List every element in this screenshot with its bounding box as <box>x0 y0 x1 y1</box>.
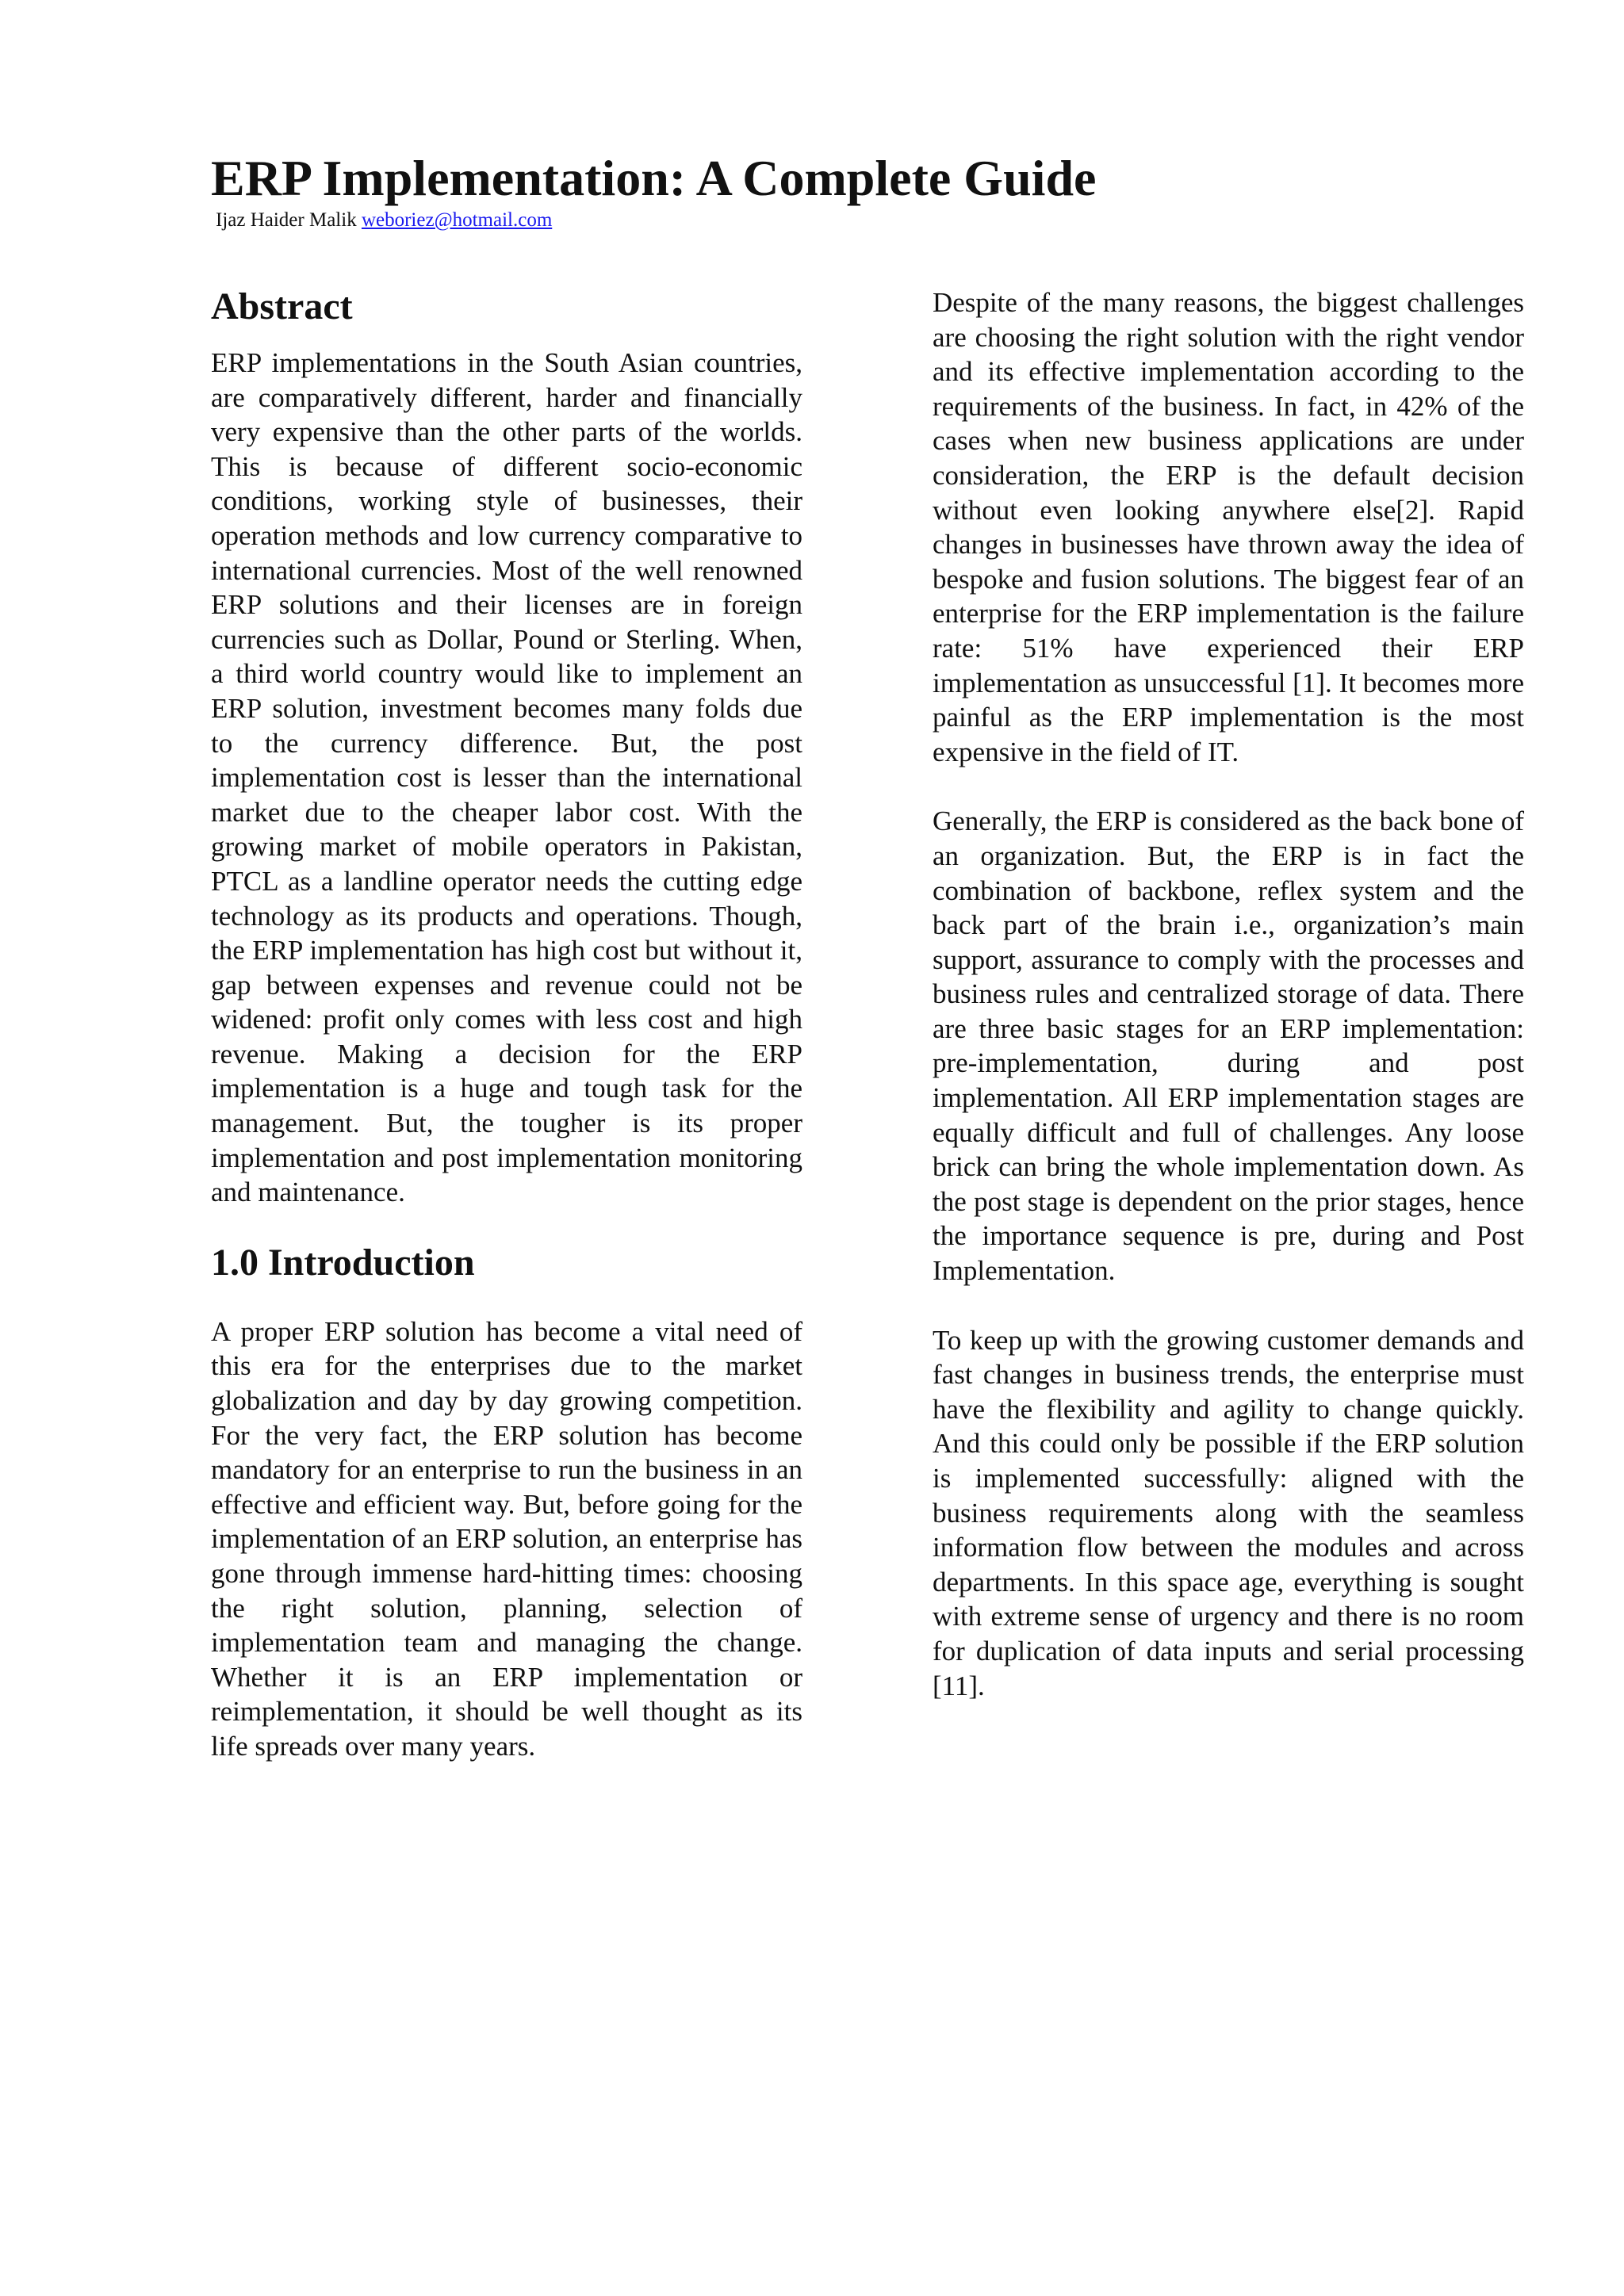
introduction-heading: 1.0 Introduction <box>211 1241 475 1284</box>
introduction-paragraph-2: Despite of the many reasons, the biggest challenges are choosing the right solution with the right vendor and its effective implementation according to the requirements of the business. In fact, in 42% of the cases when new business applications are under consideration, the ERP is the default decision without even looking anywhere else[2]. Rapid changes in businesses have thrown away the idea of bespoke and fusion solutions. The biggest fear of an enterprise for the ERP implementation is the failure rate: 51% have experienced their ERP implementation as unsuccessful [1]. It becomes more painful as the ERP implementation is the most expensive in the field of IT. <box>933 287 1524 767</box>
right-column <box>933 285 1524 1703</box>
introduction-paragraph-4: To keep up with the growing customer demands and fast changes in business trends, the enterprise must have the flexibility and agility to change quickly. And this could only be possible if the ERP solution is implemented successfully: aligned with the business requirements along with the seamless information flow between the modules and across departments. In this space age, everything is sought with extreme sense of urgency and there is no room for duplication of data inputs and serial processing [11]. <box>933 1324 1524 1701</box>
byline <box>216 208 552 233</box>
abstract-text: ERP implementations in the South Asian countries, are comparatively different, harder and financially very expensive than the other parts of the worlds. This is because of different socio-economic conditions, working style of businesses, their operation methods and low currency comparative to international currencies. Most of the well renowned ERP solutions and their licenses are in foreign currencies such as Dollar, Pound or Sterling. When, a third world country would like to implement an ERP solution, investment becomes many folds due to the currency difference. But, the post implementation cost is lesser than the international market due to the cheaper labor cost. With the growing market of mobile operators in Pakistan, PTCL as a landline operator needs the cutting edge technology as its products and operations. Though, the ERP implementation has high cost but without it, gap between expenses and revenue could not be widened: profit only comes with less cost and high revenue. Making a decision for the ERP implementation is a huge and tough task for the management. But, the tougher is its proper implementation and post implementation monitoring and maintenance. <box>211 347 802 1208</box>
abstract-heading: Abstract <box>211 285 353 327</box>
introduction-paragraph-3: Generally, the ERP is considered as the back bone of an organization. But, the ERP is in fact the combination of backbone, reflex system and the back part of the brain i.e., organization’s main support, assurance to comply with the processes and business rules and centralized storage of data. There are three basic stages for an ERP implementation: pre-implementation, during and post implementation. All ERP implementation stages are equally difficult and full of challenges. Any loose brick can bring the whole implementation down. As the post stage is dependent on the prior stages, hence the importance sequence is pre, during and Post Implementation. <box>933 806 1524 1287</box>
author-name: Ijaz Haider Malik <box>216 209 357 231</box>
author-email-link[interactable]: weboriez@hotmail.com <box>361 209 553 231</box>
introduction-paragraph-1: A proper ERP solution has become a vital need of this era for the enterprises due to the market globalization and day by day growing competition. For the very fact, the ERP solution has become mandatory for an enterprise to run the business in an effective and efficient way. But, before going for the implementation of an ERP solution, an enterprise has gone through immense hard-hitting times: choosing the right solution, planning, selection of implementation team and managing the change. Whether it is an ERP implementation or reimplementation, it should be well thought as its life spreads over many years. <box>211 1315 802 1762</box>
left-column <box>211 282 802 1764</box>
paper-title: ERP Implementation: A Complete Guide <box>211 150 1097 206</box>
